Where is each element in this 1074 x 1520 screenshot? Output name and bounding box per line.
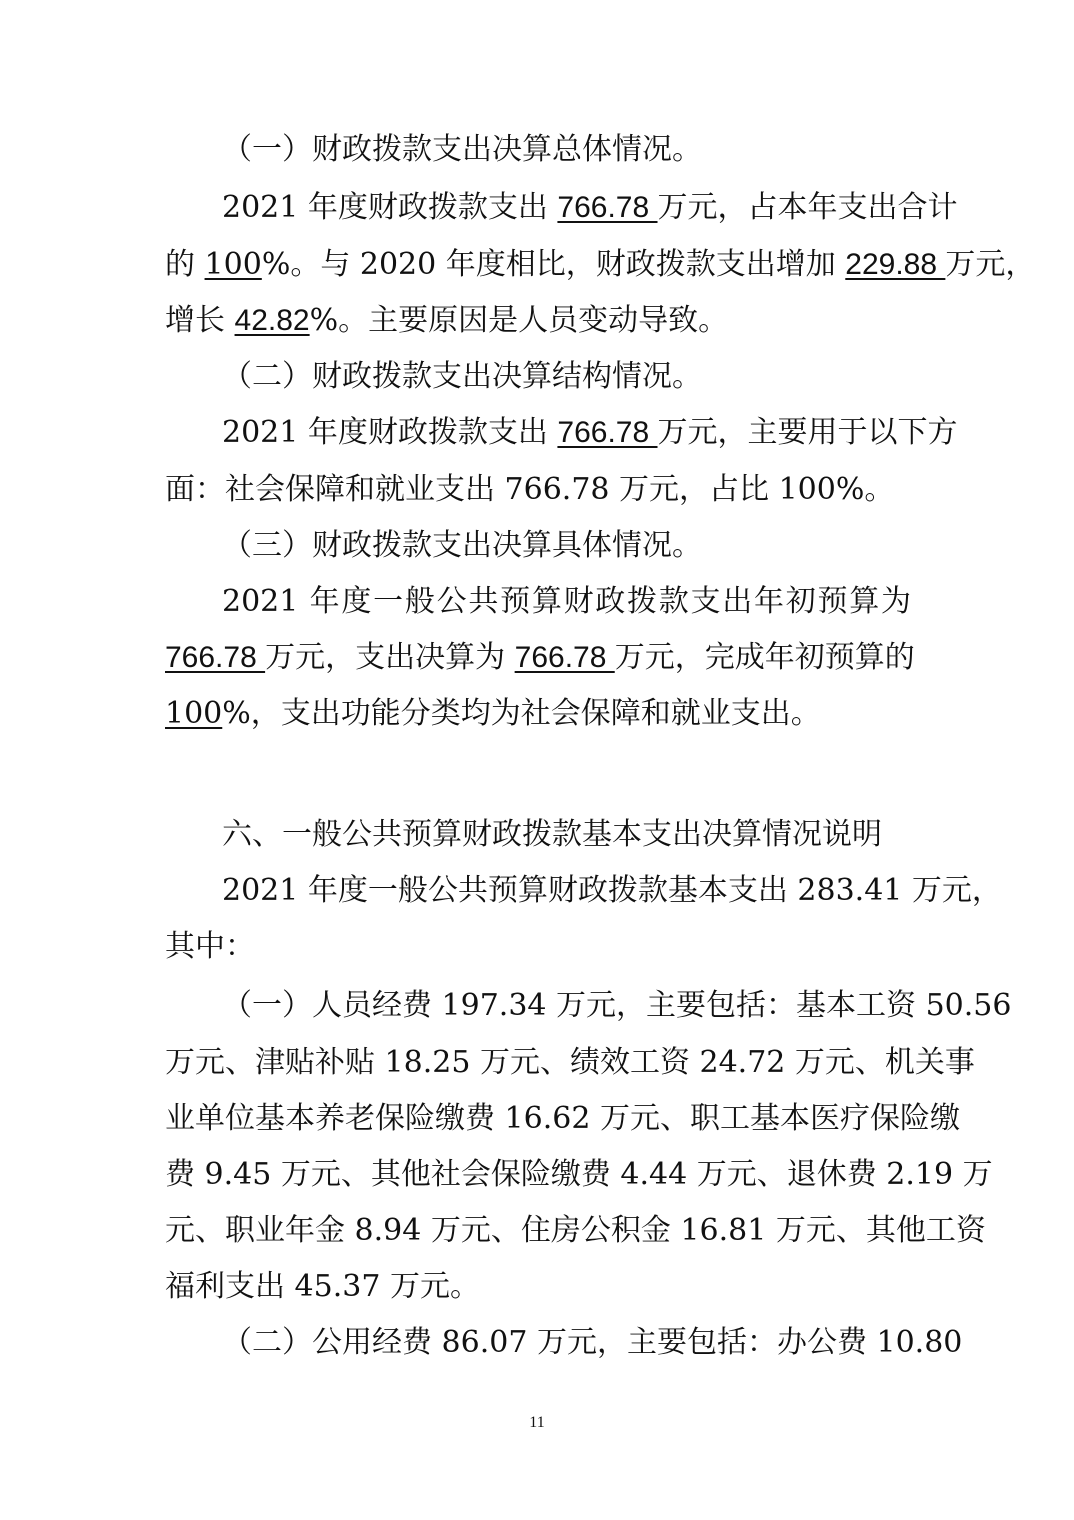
paragraph-line: 面：社会保障和就业支出 766.78 万元，占比 100%。 [165,472,895,507]
section-heading-overall [222,130,911,170]
percent-underlined: 42.82 [234,304,310,337]
amount-underlined: 229.88 [845,248,946,281]
percent-underlined: 100 [204,247,262,282]
paragraph-line: 2021 年度财政拨款支出 766.78 万元，主要用于以下方 [222,415,958,450]
amount-underlined: 766.78 [165,641,266,674]
paragraph-line: 的 100%。与 2020 年度相比，财政拨款支出增加 229.88 万元， [165,247,1036,282]
section-heading-basic-expenditure [222,815,911,855]
heading-text: （一）财政拨款支出决算总体情况。 [222,132,702,167]
amount-underlined: 766.78 [557,416,658,449]
paragraph-line: 100%，支出功能分类均为社会保障和就业支出。 [165,696,821,731]
amount-underlined: 766.78 [514,641,615,674]
paragraph-line: 766.78 万元，支出决算为 766.78 万元，完成年初预算的 [165,640,915,675]
paragraph-line: 2021 年度一般公共预算财政拨款基本支出 283.41 万元， [222,873,1002,908]
paragraph-line: 增长 42.82%。主要原因是人员变动导致。 [165,303,729,338]
amount-underlined: 766.78 [557,191,658,224]
paragraph-line: （一）人员经费 197.34 万元，主要包括：基本工资 50.56 [222,988,1012,1023]
section-heading-structure [222,357,911,397]
paragraph-line: 费 9.45 万元、其他社会保险缴费 4.44 万元、退休费 2.19 万 [165,1157,993,1192]
paragraph-line: 元、职业年金 8.94 万元、住房公积金 16.81 万元、其他工资 [165,1213,986,1248]
heading-text: （三）财政拨款支出决算具体情况。 [222,528,702,563]
heading-text: 六、一般公共预算财政拨款基本支出决算情况说明 [222,817,882,852]
section-heading-detail [222,526,911,566]
page-number: 11 [529,1414,545,1431]
paragraph-line: （二）公用经费 86.07 万元，主要包括：办公费 10.80 [222,1325,963,1360]
paragraph-line: 其中： [165,929,255,964]
paragraph-line: 2021 年度财政拨款支出 766.78 万元，占本年支出合计 [222,190,958,225]
paragraph-line: 2021 年度一般公共预算财政拨款支出年初预算为 [222,584,911,619]
heading-text: （二）财政拨款支出决算结构情况。 [222,359,702,394]
paragraph-line: 福利支出 45.37 万元。 [165,1269,480,1304]
paragraph-line: 业单位基本养老保险缴费 16.62 万元、职工基本医疗保险缴 [165,1101,960,1136]
paragraph-line: 万元、津贴补贴 18.25 万元、绩效工资 24.72 万元、机关事 [165,1045,975,1080]
percent-underlined: 100 [165,696,223,731]
